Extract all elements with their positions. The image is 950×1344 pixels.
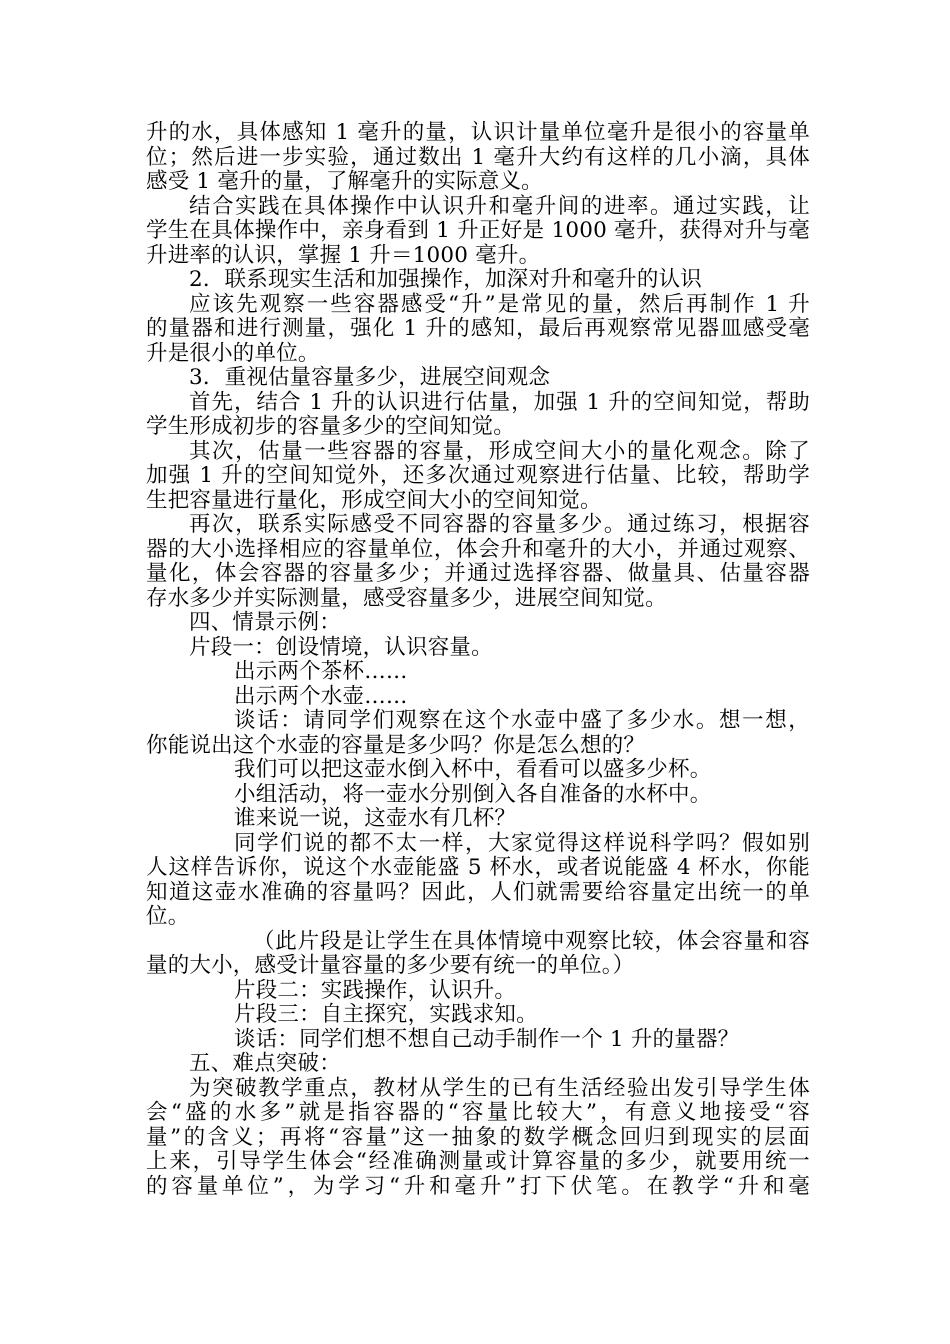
text-line: 为突破教学重点，教材从学生的已有生活经验出发引导学生体: [189, 1075, 810, 1101]
text-line: 小组活动，将一壶水分别倒入各自准备的水杯中。: [234, 781, 712, 807]
text-line: 器的大小选择相应的容量单位，体会升和毫升的大小，并通过观察、: [146, 536, 810, 562]
text-line: 升是很小的单位。: [146, 340, 320, 366]
text-line: 片段三：自主探究，实践求知。: [234, 1002, 538, 1027]
text-line: 片段一：创设情境，认识容量。: [189, 634, 493, 660]
text-line: 感受 1 毫升的量，了解毫升的实际意义。: [146, 169, 543, 194]
document-body: [146, 121, 810, 1199]
text-line: 谈话：请同学们观察在这个水壶中盛了多少水。想一想，: [234, 708, 810, 733]
text-line: 结合实践在具体操作中认识升和毫升间的进率。通过实践，让: [189, 193, 810, 219]
text-line: 升进率的认识，掌握 1 升＝1000 毫升。: [146, 242, 541, 268]
text-line: 你能说出这个水壶的容量是多少吗？你是怎么想的？: [146, 732, 646, 758]
text-line: 人这样告诉你，说这个水壶能盛 5 杯水，或者说能盛 4 杯水，你能: [146, 855, 810, 880]
text-line: 量的大小，感受计量容量的多少要有统一的单位。）: [146, 953, 635, 978]
text-line: 的量器和进行测量，强化 1 升的感知，最后再观察常见器皿感受毫: [146, 316, 810, 341]
text-line: 片段二：实践操作，认识升。: [234, 977, 517, 1003]
text-line: 谈话：同学们想不想自己动手制作一个 1 升的量器？: [234, 1026, 740, 1052]
text-line: 量化，体会容器的容量多少；并通过选择容器、做量具、估量容器: [146, 561, 810, 586]
text-line: 四、情景示例：: [189, 610, 341, 635]
text-line: 首先，结合 1 升的认识进行估量，加强 1 升的空间知觉，帮助: [189, 389, 810, 415]
text-line: 其次，估量一些容器的容量，形成空间大小的量化观念。除了: [189, 438, 810, 464]
text-line: 升的水，具体感知 1 毫升的量，认识计量单位毫升是很小的容量单: [146, 120, 810, 145]
text-line: 量”的含义；再将“容量”这一抽象的数学概念回归到现实的层面: [146, 1124, 810, 1150]
text-line: 2．联系现实生活和加强操作，加深对升和毫升的认识: [189, 267, 702, 292]
text-line: 谁来说一说，这壶水有几杯？: [234, 806, 517, 831]
text-line: （此片段是让学生在具体情境中观察比较，体会容量和容: [253, 928, 810, 954]
text-line: 位。: [146, 904, 190, 929]
text-line: 知道这壶水准确的容量吗？因此，人们就需要给容量定出统一的单: [146, 879, 810, 905]
text-line: 再次，联系实际感受不同容器的容量多少。通过练习，根据容: [189, 512, 810, 537]
text-line: 生把容量进行量化，形成空间大小的空间知觉。: [146, 487, 602, 513]
text-line: 会“盛的水多”就是指容器的“容量比较大”，有意义地接受“容: [146, 1100, 810, 1125]
text-line: 同学们说的都不太一样，大家觉得这样说科学吗？假如别: [234, 830, 810, 856]
text-line: 存水多少并实际测量，感受容量多少，进展空间知觉。: [146, 585, 667, 611]
text-line: 出示两个水壶……: [234, 683, 408, 709]
text-line: 应该先观察一些容器感受“升”是常见的量，然后再制作 1 升: [189, 291, 810, 317]
text-line: 3．重视估量容量多少，进展空间观念: [189, 365, 551, 390]
text-line: 上来，引导学生体会“经准确测量或计算容量的多少，就要用统一: [146, 1149, 810, 1174]
text-line: 位；然后进一步实验，通过数出 1 毫升大约有这样的几小滴，具体: [146, 144, 810, 170]
text-line: 我们可以把这壶水倒入杯中，看看可以盛多少杯。: [234, 757, 712, 782]
text-line: 出示两个茶杯……: [234, 659, 408, 684]
text-line: 加强 1 升的空间知觉外，还多次通过观察进行估量、比较，帮助学: [146, 463, 810, 488]
text-line: 学生在具体操作中，亲身看到 1 升正好是 1000 毫升，获得对升与毫: [146, 218, 810, 243]
text-line: 的容量单位”，为学习“升和毫升”打下伏笔。在教学“升和毫: [146, 1173, 810, 1199]
text-line: 学生形成初步的容量多少的空间知觉。: [146, 414, 515, 439]
text-line: 五、难点突破：: [189, 1051, 341, 1076]
